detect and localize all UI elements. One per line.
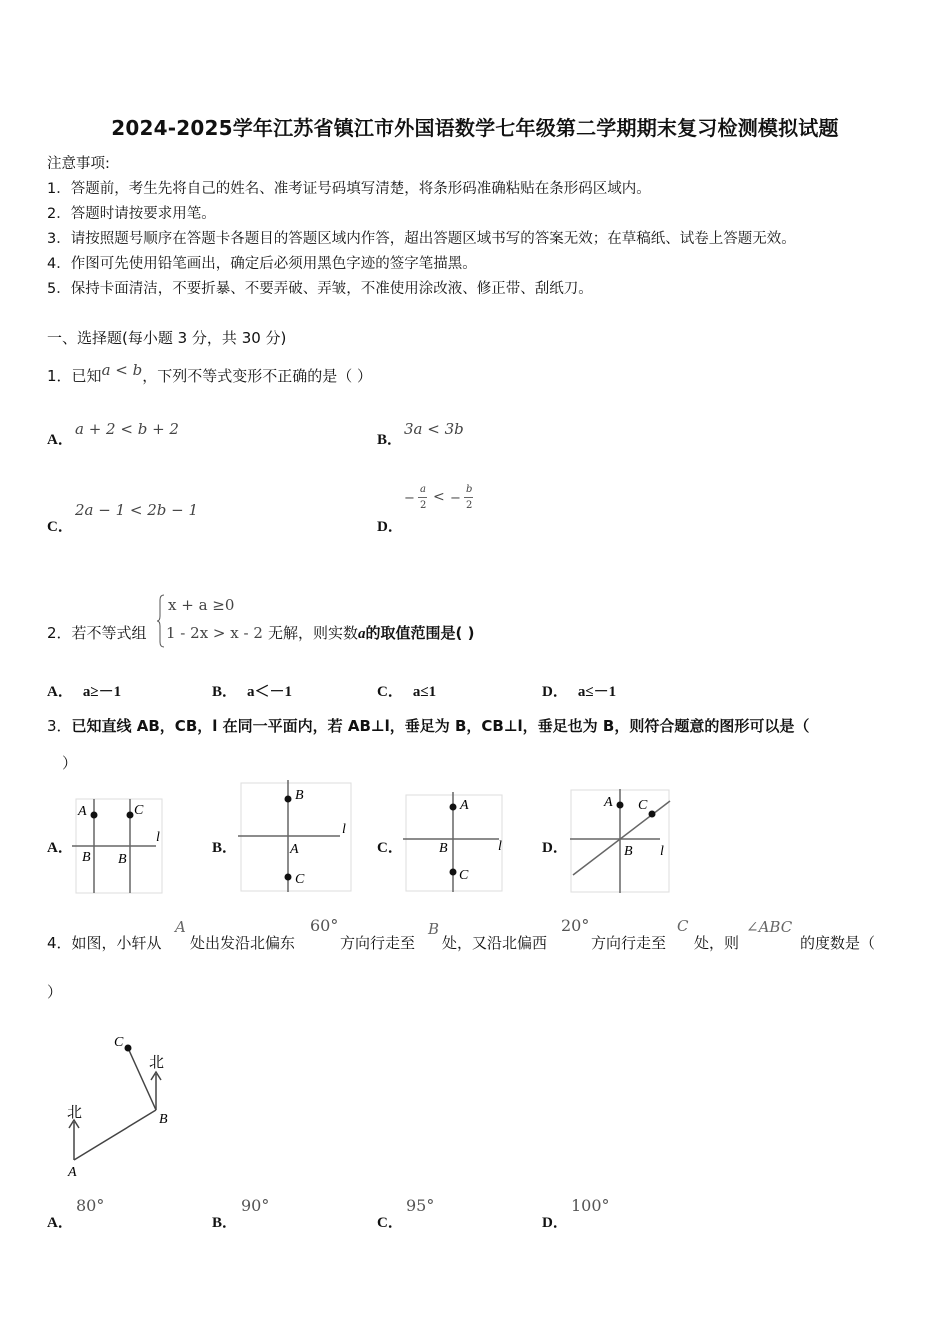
question-4-text: 处，则: [694, 934, 740, 952]
question-1: [47, 361, 372, 386]
svg-text:C: C: [638, 798, 648, 813]
svg-text:A: A: [604, 795, 613, 810]
angle-value: 20°: [561, 916, 590, 935]
option-label[interactable]: C．: [47, 519, 73, 535]
svg-text:A: A: [460, 798, 469, 813]
svg-text:B: B: [82, 850, 91, 865]
question-4-text: 方向行走至: [340, 934, 416, 952]
option-expr: 3a < 3b: [404, 420, 464, 438]
angle-value: 60°: [310, 916, 339, 935]
condition-expr: a < b: [101, 361, 143, 379]
option-label[interactable]: A．: [47, 840, 73, 856]
figure-option-b: [238, 780, 354, 898]
direction-diagram: [58, 1028, 188, 1184]
svg-text:B: B: [118, 852, 127, 867]
page-title: 2024-2025学年江苏省镇江市外国语数学七年级第二学期期末复习检测模拟试题: [111, 116, 839, 140]
notice-item: 3．请按照题号顺序在答题卡各题目的答题区域内作答，超出答题区域书写的答案无效；在草稿纸、试卷上答题无效。: [47, 231, 796, 247]
question-number: 1．: [47, 367, 72, 385]
option-b[interactable]: B． a＜－1: [212, 684, 293, 700]
point-a-label: A: [175, 918, 186, 936]
question-2-suffix: 无解，则实数a的取值范围是( ): [268, 624, 475, 642]
svg-text:B: B: [295, 788, 304, 803]
svg-text:l: l: [660, 844, 664, 859]
question-4-text: 处出发沿北偏东: [190, 934, 296, 952]
figure-option-d: [568, 787, 672, 899]
option-d[interactable]: D． a≤－1: [542, 684, 617, 700]
option-c[interactable]: C． a≤1: [377, 684, 437, 700]
system-line-1: x + a ≥0: [168, 596, 235, 614]
question-3: 3．已知直线 AB，CB，l 在同一平面内，若 AB⊥l，垂足为 B，CB⊥l，垂足也为 B，则符合题意的图形可以是（: [47, 717, 810, 735]
svg-text:北: 北: [149, 1055, 165, 1071]
option-expr: 2a − 1 < 2b − 1: [75, 501, 199, 519]
question-3-close: ）: [62, 754, 78, 772]
point-b-label: B: [428, 920, 440, 938]
question-4-line: 4．如图，小轩从: [47, 934, 162, 952]
svg-text:B: B: [624, 844, 633, 859]
question-text: 已知: [71, 367, 102, 385]
question-4-text: 处，又沿北偏西: [442, 934, 548, 952]
svg-text:l: l: [498, 839, 502, 854]
option-label[interactable]: C．: [377, 840, 403, 856]
brace-icon: [157, 594, 165, 648]
option-label[interactable]: A．: [47, 432, 73, 448]
question-4-close: ）: [47, 983, 63, 1001]
notice-item: 5．保持卡面清洁，不要折暴、不要弄破、弄皱，不准使用涂改液、修正带、刮纸刀。: [47, 281, 593, 297]
option-expr: a + 2 < b + 2: [75, 420, 179, 438]
option-label[interactable]: D．: [542, 840, 568, 856]
svg-text:C: C: [134, 803, 144, 818]
option-value: 95°: [406, 1196, 435, 1215]
svg-text:l: l: [156, 830, 160, 845]
option-label[interactable]: B．: [212, 1215, 238, 1231]
notice-heading: 注意事项:: [47, 156, 110, 172]
svg-text:B: B: [439, 841, 448, 856]
svg-text:C: C: [459, 868, 469, 883]
section-heading: 一、选择题(每小题 3 分，共 30 分): [47, 329, 287, 347]
question-2-prefix: 2．若不等式组: [47, 624, 147, 642]
option-value: 100°: [571, 1196, 610, 1215]
option-a[interactable]: A． a≥－1: [47, 684, 122, 700]
svg-text:C: C: [114, 1035, 124, 1050]
svg-text:l: l: [342, 822, 346, 837]
notice-item: 2．答题时请按要求用笔。: [47, 206, 216, 222]
question-4-text: 方向行走至: [591, 934, 667, 952]
point-c-label: C: [677, 917, 689, 935]
svg-text:B: B: [159, 1112, 168, 1127]
question-text: ，下列不等式变形不正确的是（ ）: [142, 367, 372, 385]
system-line-2: 1 - 2x > x - 2: [166, 624, 263, 642]
figure-option-a: [72, 795, 164, 899]
figure-option-c: [403, 792, 505, 898]
option-label[interactable]: C．: [377, 1215, 403, 1231]
option-label[interactable]: D．: [377, 519, 403, 535]
option-value: 90°: [241, 1196, 270, 1215]
notice-item: 1．答题前，考生先将自己的姓名、准考证号码填写清楚，将条形码准确粘贴在条形码区域内。: [47, 181, 651, 197]
svg-text:北: 北: [67, 1105, 83, 1121]
svg-text:A: A: [68, 1165, 77, 1180]
option-label[interactable]: D．: [542, 1215, 568, 1231]
svg-text:C: C: [295, 872, 305, 887]
option-label[interactable]: B．: [377, 432, 403, 448]
option-label[interactable]: B．: [212, 840, 238, 856]
svg-text:A: A: [78, 804, 87, 819]
notice-item: 4．作图可先使用铅笔画出，确定后必须用黑色字迹的签字笔描黑。: [47, 256, 477, 272]
angle-expr: ∠ABC: [746, 918, 793, 936]
svg-text:A: A: [290, 842, 299, 857]
option-value: 80°: [76, 1196, 105, 1215]
option-label[interactable]: A．: [47, 1215, 73, 1231]
question-4-text: 的度数是（: [800, 934, 876, 952]
